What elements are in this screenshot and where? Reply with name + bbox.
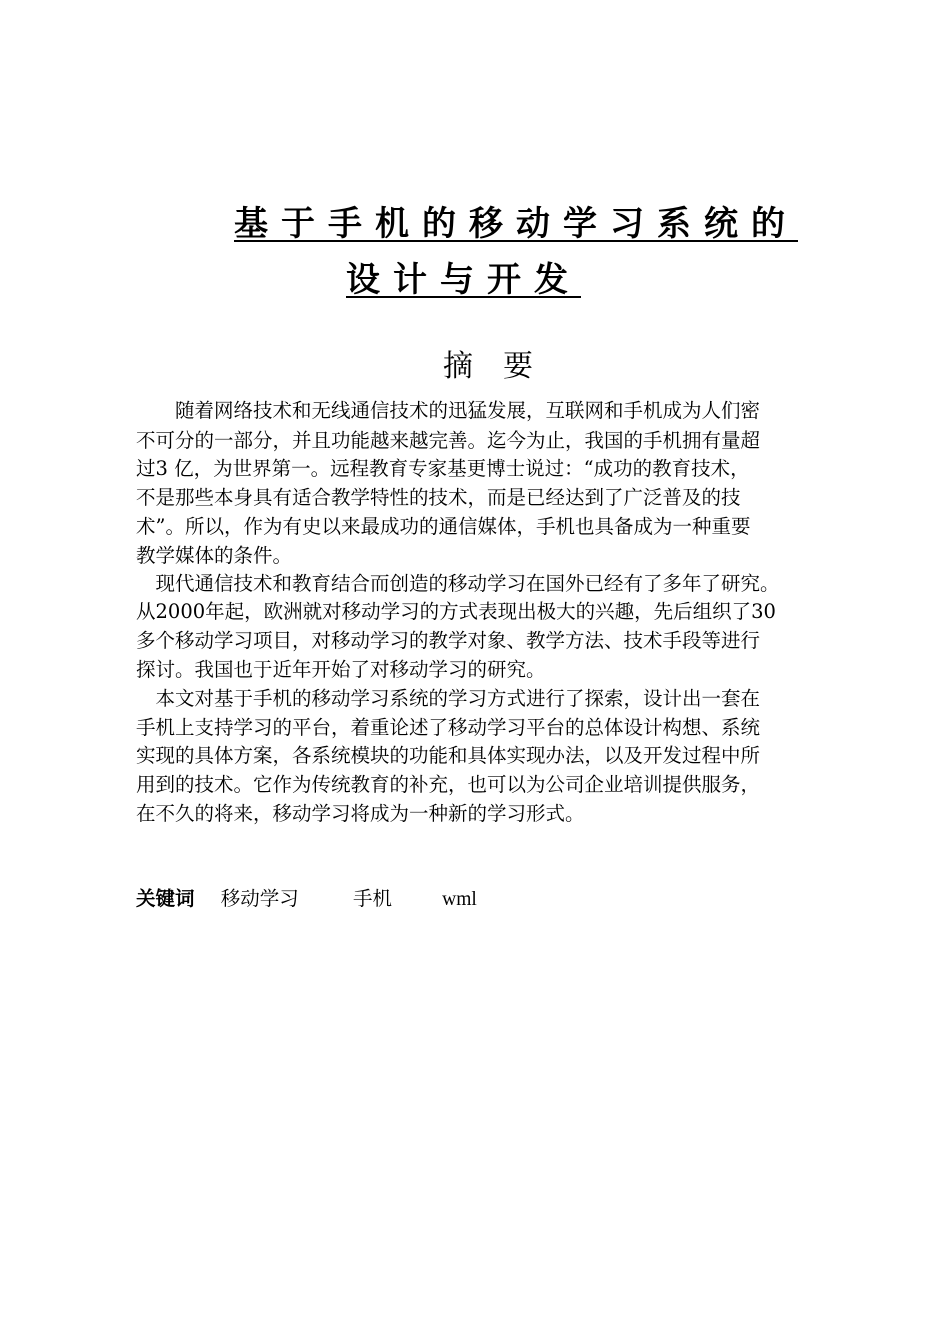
paragraph-1-line-5: 术”。所以，作为有史以来最成功的通信媒体，手机也具备成为一种重要 (136, 515, 751, 538)
keyword-item: 移动学习 (220, 887, 299, 910)
paragraph-1-line-4: 不是那些本身具有适合教学特性的技术，而是已经达到了广泛普及的技 (136, 486, 741, 509)
paragraph-1-line-6: 教学媒体的条件。 (136, 544, 293, 567)
paragraph-3-line-1: 本文对基于手机的移动学习系统的学习方式进行了探索，设计出一套在 (136, 687, 761, 710)
paragraph-2-line-2: 从2000年起，欧洲就对移动学习的方式表现出极大的兴趣，先后组织了30 (136, 600, 776, 623)
paragraph-2-line-3: 多个移动学习项目，对移动学习的教学对象、教学方法、技术手段等进行 (136, 629, 761, 652)
abstract-heading: 摘要 (443, 349, 563, 384)
keywords-label: 关键词 (136, 887, 195, 910)
paragraph-2-line-4: 探讨。我国也于近年开始了对移动学习的研究。 (136, 658, 546, 681)
keywords-line (136, 884, 477, 915)
paragraph-3-line-2: 手机上支持学习的平台，着重论述了移动学习平台的总体设计构想、系统 (136, 716, 761, 739)
keyword-item: wml (442, 889, 477, 910)
paragraph-1-line-3: 过3 亿，为世界第一。远程教育专家基更博士说过：“成功的教育技术， (136, 457, 750, 480)
paragraph-3-line-4: 用到的技术。它作为传统教育的补充，也可以为公司企业培训提供服务， (136, 773, 761, 796)
title-line-1: 基于手机的移动学习系统的 (234, 204, 798, 244)
paragraph-3-line-5: 在不久的将来，移动学习将成为一种新的学习形式。 (136, 802, 585, 825)
keyword-item: 手机 (352, 887, 392, 910)
paragraph-1-line-2: 不可分的一部分，并且功能越来越完善。迄今为止，我国的手机拥有量超 (136, 429, 761, 452)
paragraph-2-line-1: 现代通信技术和教育结合而创造的移动学习在国外已经有了多年了研究。 (136, 572, 780, 595)
paragraph-1-line-1: 随着网络技术和无线通信技术的迅猛发展，互联网和手机成为人们密 (136, 399, 761, 422)
title-line-2: 设计与开发 (346, 260, 581, 300)
paragraph-3-line-3: 实现的具体方案，各系统模块的功能和具体实现办法，以及开发过程中所 (136, 744, 761, 767)
